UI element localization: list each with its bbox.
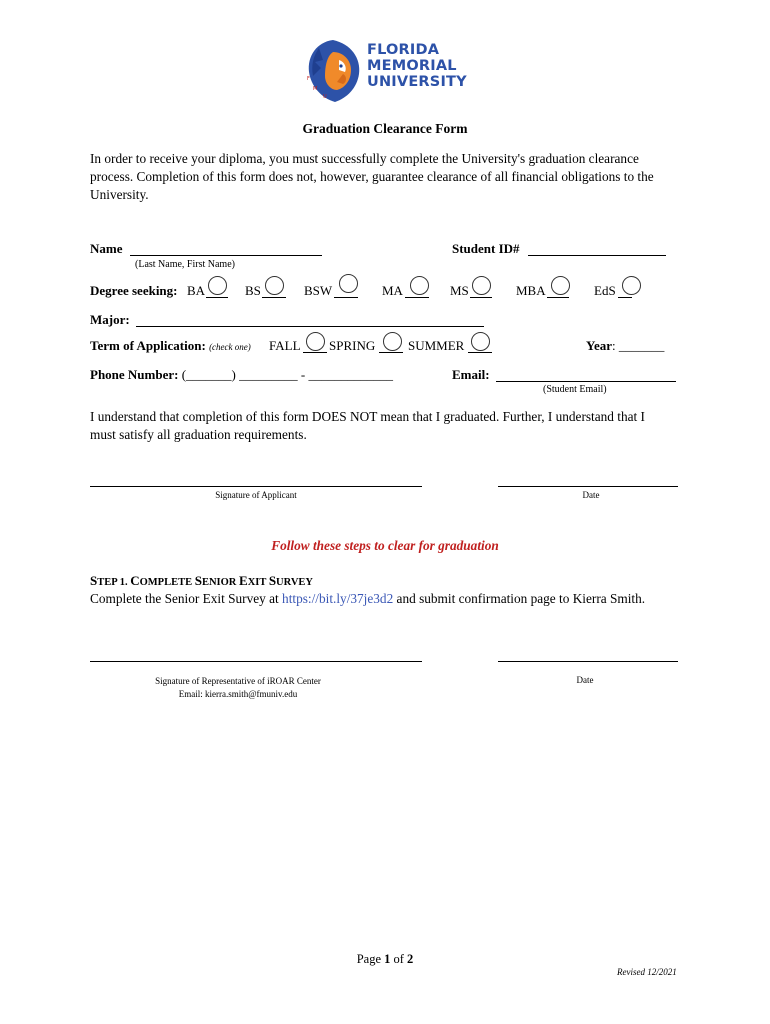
- spring-checkbox[interactable]: [383, 332, 402, 351]
- intro-line: process. Completion of this form does not, however, guarantee clearance of all financial obligations to the: [90, 169, 654, 184]
- step-1-heading-part: S: [90, 573, 98, 588]
- ms-checkbox[interactable]: [472, 276, 491, 295]
- steps-heading: Follow these steps to clear for graduation: [271, 538, 499, 553]
- term-label-spring: SPRING: [329, 338, 376, 353]
- fall-checkbox[interactable]: [306, 332, 325, 351]
- degree-label-ba: BA: [187, 283, 206, 298]
- university-logo: [303, 38, 473, 104]
- rep-signature-field[interactable]: [90, 661, 422, 662]
- statement-line: must satisfy all graduation requirements.: [90, 427, 307, 442]
- underline: [379, 352, 403, 353]
- statement-line: I understand that completion of this form DOES NOT mean that I graduated. Further, I understand that I: [90, 409, 645, 424]
- revised-date: Revised 12/2021: [617, 967, 677, 977]
- logo-line-1: FLORIDA: [367, 42, 440, 58]
- svg-text:F: F: [307, 76, 310, 82]
- underline: [262, 297, 286, 298]
- svg-text:U: U: [323, 94, 327, 100]
- step-1-heading-part: OMPLETE: [139, 577, 195, 588]
- name-label: Name: [90, 241, 123, 256]
- step-1-heading-part: URVEY: [276, 577, 314, 588]
- mba-checkbox[interactable]: [551, 276, 570, 295]
- rep-signature-block: [72, 675, 404, 701]
- bsw-checkbox[interactable]: [339, 274, 358, 293]
- summer-checkbox[interactable]: [471, 332, 490, 351]
- major-field[interactable]: [136, 326, 484, 327]
- underline: [468, 352, 492, 353]
- degree-label-eds: EdS: [594, 283, 616, 298]
- underline: [334, 297, 358, 298]
- step-1-instructions: [90, 591, 645, 607]
- applicant-date-label: Date: [582, 490, 600, 500]
- underline: [206, 297, 228, 298]
- step-1-heading-part: C: [130, 573, 140, 588]
- form-title: Graduation Clearance Form: [302, 121, 468, 136]
- rep-date-label: Date: [576, 675, 594, 685]
- term-hint: (check one): [209, 342, 251, 352]
- rep-email: Email: kierra.smith@fmuniv.edu: [178, 689, 298, 699]
- step-1-heading-part: XIT: [247, 577, 269, 588]
- step-1-heading-part: TEP 1.: [97, 577, 131, 588]
- step-1-heading-part: ENIOR: [201, 577, 240, 588]
- rep-signature-label: Signature of Representative of iROAR Center: [155, 676, 321, 686]
- applicant-signature-label: Signature of Applicant: [215, 490, 297, 500]
- applicant-signature-field[interactable]: [90, 486, 422, 487]
- page-number-text: Page: [356, 952, 385, 966]
- degree-option-bsw[interactable]: [304, 283, 332, 299]
- applicant-date-field[interactable]: [498, 486, 678, 487]
- term-option-fall[interactable]: [269, 338, 301, 354]
- underline: [303, 352, 327, 353]
- degree-label-mba: MBA: [516, 283, 546, 298]
- underline: [547, 297, 569, 298]
- term-option-summer[interactable]: [408, 338, 464, 354]
- page-total: 2: [407, 952, 414, 966]
- step-1-text: Complete the Senior Exit Survey at: [90, 591, 283, 606]
- underline: [618, 297, 632, 298]
- step-1-heading-part: E: [239, 573, 248, 588]
- year-label: Year: [586, 338, 612, 353]
- email-hint: (Student Email): [543, 384, 607, 395]
- logo-line-2: MEMORIAL: [367, 58, 457, 74]
- year-field[interactable]: : _______: [612, 338, 665, 353]
- page-number-text: of: [390, 952, 408, 966]
- term-label-summer: SUMMER: [408, 338, 465, 353]
- year-row[interactable]: [586, 338, 664, 354]
- ma-checkbox[interactable]: [410, 276, 429, 295]
- survey-link[interactable]: https://bit.ly/37je3d2: [282, 591, 394, 606]
- logo-line-3: UNIVERSITY: [367, 74, 467, 90]
- degree-label-ms: MS: [450, 283, 469, 298]
- email-label: Email:: [452, 367, 490, 382]
- term-row: [90, 338, 251, 354]
- degree-label: Degree seeking:: [90, 283, 178, 298]
- phone-field[interactable]: (_______) _________ - _____________: [181, 367, 393, 382]
- major-label: Major:: [90, 312, 130, 327]
- lion-emblem-icon: [303, 38, 363, 104]
- name-field[interactable]: [130, 255, 322, 256]
- underline: [405, 297, 429, 298]
- term-label-fall: FALL: [269, 338, 301, 353]
- svg-text:M: M: [313, 86, 318, 92]
- degree-option-ma[interactable]: [382, 283, 403, 299]
- intro-line: In order to receive your diploma, you must successfully complete the University's graduation clearance: [90, 151, 639, 166]
- degree-option-eds[interactable]: [594, 283, 616, 299]
- degree-option-ms[interactable]: [450, 283, 469, 299]
- term-label: Term of Application:: [90, 338, 206, 353]
- statement-paragraph: [90, 408, 645, 444]
- student-id-field[interactable]: [528, 255, 666, 256]
- phone-row: [90, 367, 393, 383]
- degree-label-ma: MA: [382, 283, 403, 298]
- step-1-text: and submit confirmation page to Kierra Smith.: [393, 591, 646, 606]
- phone-label: Phone Number:: [90, 367, 179, 382]
- degree-option-bs[interactable]: [245, 283, 261, 299]
- term-option-spring[interactable]: [329, 338, 375, 354]
- eds-checkbox[interactable]: [622, 276, 641, 295]
- step-1-heading-part: S: [268, 573, 277, 588]
- degree-label-bsw: BSW: [304, 283, 333, 298]
- degree-option-ba[interactable]: [187, 283, 205, 299]
- page-current: 1: [384, 952, 391, 966]
- degree-option-mba[interactable]: [516, 283, 546, 299]
- page-number: [0, 952, 770, 967]
- intro-line: University.: [90, 187, 149, 202]
- step-1-heading: [90, 573, 313, 589]
- intro-paragraph: [90, 150, 654, 204]
- rep-date-field[interactable]: [498, 661, 678, 662]
- name-hint: (Last Name, First Name): [135, 259, 235, 270]
- underline: [470, 297, 492, 298]
- ba-checkbox[interactable]: [208, 276, 227, 295]
- student-id-label: Student ID#: [452, 241, 520, 256]
- bs-checkbox[interactable]: [265, 276, 284, 295]
- email-field[interactable]: [496, 381, 676, 382]
- step-1-heading-part: S: [194, 573, 202, 588]
- degree-label-bs: BS: [245, 283, 261, 298]
